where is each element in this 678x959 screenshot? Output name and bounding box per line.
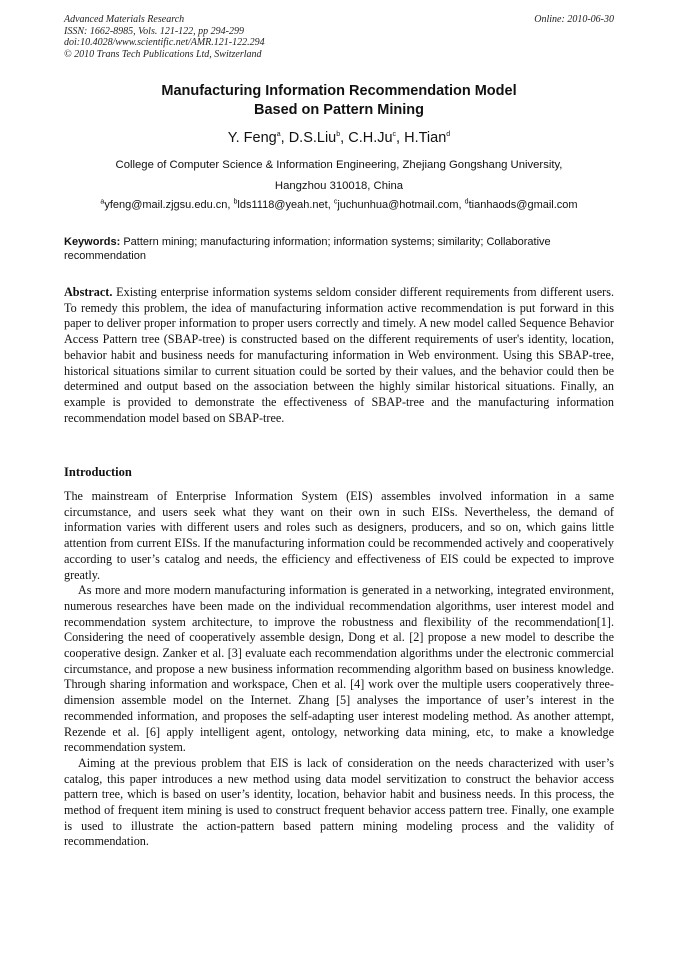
author-affil-mark: d: [446, 131, 451, 139]
intro-paragraph: Aiming at the previous problem that EIS is lack of consideration on the needs characterized with user’s catalog, this paper introduces a new method using data model servitization to construct the behavior access pattern tree, which is based on user’s identity, location, behavior habit and business needs. In this process, the method of frequent item mining is used to construct frequent behavior access pattern tree. Finally, one example is used to illustrate the action-pattern based pattern mining modeling process and the validity of recommendation.: [64, 755, 614, 849]
author-name: D.S.Liu: [288, 130, 337, 146]
journal-doi: doi:10.4028/www.scientific.net/AMR.121-122.294: [64, 37, 265, 48]
title-line-2: Based on Pattern Mining: [254, 102, 424, 118]
keywords-label: Keywords:: [64, 236, 121, 248]
author-affil-mark: a: [276, 131, 281, 139]
email-link[interactable]: tianhaods@gmail.com: [468, 199, 578, 211]
email-mark: c: [333, 198, 338, 206]
keywords-text: Pattern mining; manufacturing information; information systems; similarity; Collaborative recommendation: [64, 236, 551, 262]
journal-issn: ISSN: 1662-8985, Vols. 121-122, pp 294-299: [64, 25, 244, 37]
paper-title: [64, 82, 614, 120]
author-affil-mark: b: [336, 131, 341, 139]
email-link[interactable]: lds1118@yeah.net: [237, 199, 328, 211]
intro-paragraph: As more and more modern manufacturing information is generated in a networking, integrated environment, numerous researches have been made on the individual recommendation algorithms, user interest model and recommendation system architecture, to improve the robustness and flexibility of the recommendation[1]. Considering the need of cooperatively assemble design, Dong et al. [2] propose a new model to describe the cooperative design. Zanker et al. [3] evaluate each recommendation algorithms under the electronic commercial circumstance, and propose a new business information recommending algorithm based on business knowledge. Through sharing information and workspace, Chen et al. [4] work over the multiple users cooperatively three-dimension assemble model on the Internet. Zhang [5] analyses the importance of user’s interest in the recommended information, and proposes the self-adapting user interest modeling method. As another attempt, Rezende et al. [6] apply intelligent agent, ontology, networking data mining, etc, to make a knowledge recommendation system.: [64, 583, 614, 755]
email-mark: a: [100, 198, 105, 206]
email-mark: d: [464, 198, 469, 206]
abstract: [64, 285, 614, 426]
author-name: Y. Feng: [227, 130, 277, 146]
introduction-body: [64, 489, 614, 850]
affiliation: [64, 155, 614, 197]
email-mark: b: [233, 198, 238, 206]
affiliation-line-2: Hangzhou 310018, China: [274, 180, 404, 192]
abstract-label: Abstract.: [64, 285, 113, 299]
affiliation-line-1: College of Computer Science & Information Engineering, Zhejiang Gongshang University,: [115, 159, 563, 171]
keywords: [64, 236, 614, 263]
journal-name: Advanced Materials Research: [64, 14, 185, 25]
email-link[interactable]: juchunhua@hotmail.com: [337, 199, 459, 211]
journal-copyright: © 2010 Trans Tech Publications Ltd, Switzerland: [64, 48, 262, 60]
email-list: $^a$yfeng@mail.zjgsu.edu.cn, $^b$lds1118@yeah.net, $^c$juchunhua@hotmail.com, $^d$tianhaods@gmail.com: [100, 198, 578, 211]
abstract-text: Existing enterprise information systems seldom consider different requirements from different users. To remedy this problem, the idea of manufacturing information active recommendation is put forward in this paper to deliver proper information to proper users correctly and timely. A new model called Sequence Behavior Access Pattern tree (SBAP-tree) is constructed based on the different requirements of user's identity, location, behavior habit and business needs for manufacturing information in Web environment. Using this SBAP-tree, historical situations similar to current situation could be sorted by their values, and the behavior could then be determined and output based on the association between the highly similar historical situations. Finally, an example is provided to demonstrate the effectiveness of SBAP-tree and the manufacturing information recommendation model based on SBAP-tree.: [64, 285, 614, 425]
intro-paragraph: The mainstream of Enterprise Information System (EIS) assembles involved information in a same circumstance, and users seek what they want on their own in such EISs. Nevertheless, the demand of information varies with different users and roles such as designers, producers, and so on, which gains little attention from current EISs. If the manufacturing information could be recommended actively and cooperatively according to user’s catalog and needs, the efficiency and effectiveness of EIS could be expected to improve greatly.: [64, 489, 614, 582]
author-name: H.Tian: [404, 130, 447, 146]
author-name: C.H.Ju: [348, 130, 393, 146]
online-date: Online: 2010-06-30: [534, 14, 614, 25]
author-affil-mark: c: [392, 131, 397, 139]
title-line-1: Manufacturing Information Recommendation Model: [161, 83, 517, 99]
journal-header: [64, 14, 265, 60]
email-link[interactable]: yfeng@mail.zjgsu.edu.cn: [104, 199, 228, 211]
section-heading-introduction: Introduction: [64, 465, 132, 479]
author-list: Y. Feng$^a$, D.S.Liu$^b$, C.H.Ju$^c$, H.Tian$^d$: [227, 130, 451, 146]
